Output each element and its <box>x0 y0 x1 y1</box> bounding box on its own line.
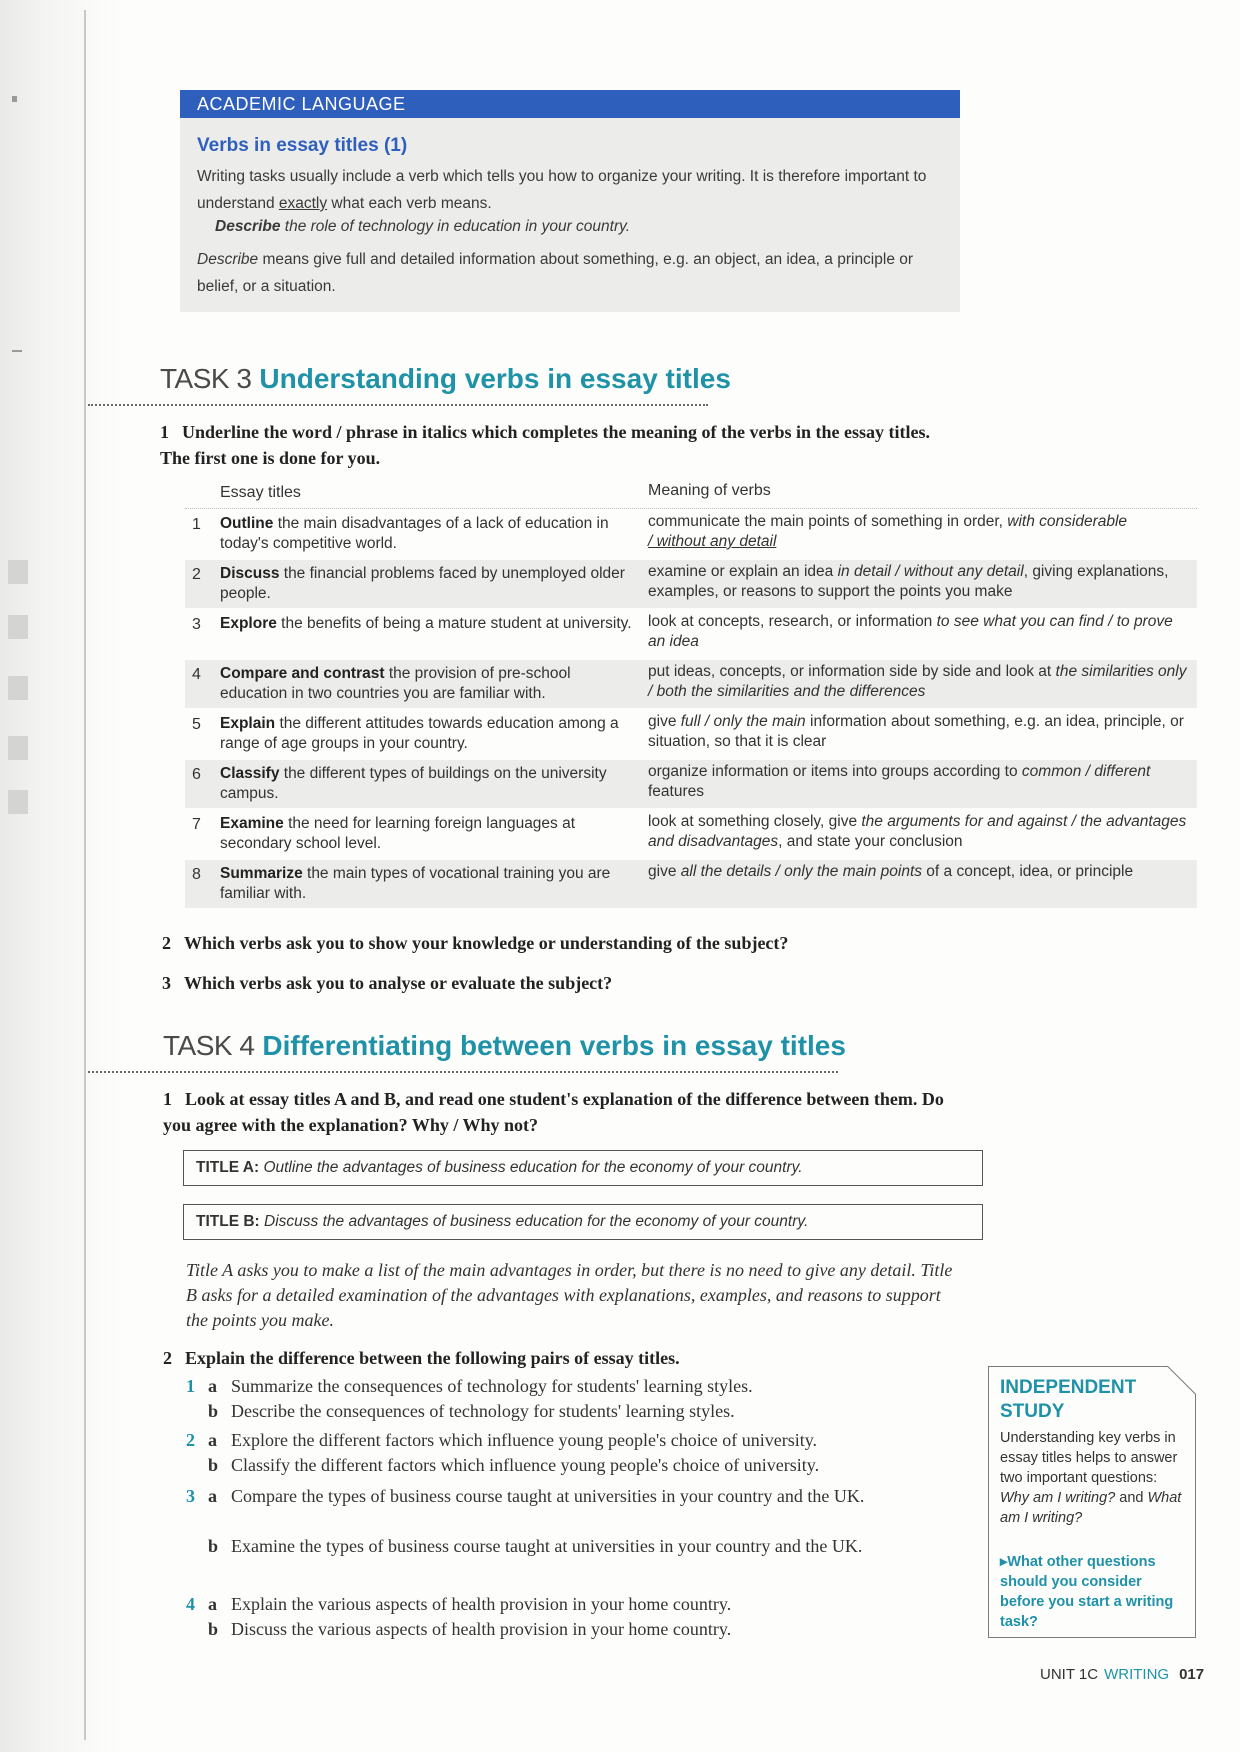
verb-meaning: give all the details / only the main points of a concept, idea, or principle <box>648 863 1134 880</box>
task3-question-3: 3 Which verbs ask you to analyse or evaluate the subject? <box>162 973 613 993</box>
essay-title: Compare and contrast the provision of pre-school education in two countries you are familiar with. <box>220 665 571 702</box>
title-b-box: TITLE B: Discuss the advantages of business education for the economy of your country. <box>183 1204 983 1240</box>
textbook-page: ACADEMIC LANGUAGE Verbs in essay titles (1) Writing tasks usually include a verb which tells you how to organize your writing. It is therefore important to understand exactly what each verb means. Describe the role of technology in education in your country. Describe means give full and detailed information about something, e.g. an object, an idea, a principle or belief, or a situation. TASK 3 Understanding verbs in essay titles 1 Underline the word / phrase in italics which completes the meaning of the verbs in the essay titles. The first one is done for you. Essay titles Meaning of verbs 1 Outline the main disadvantages of a lack of education in today's competitive world. communicate the main points of something in order, with considerable / without any detail 2 Discuss the financial problems faced by unemployed older people. examine or explain an idea in detail / without any detail, giving explanations, examples, or reasons to support the points you make 3 Explore the benefits of being a mature student at university. look at concepts, research, or information to see what you can find / to prove an idea 4 Compare and contrast the provision of pre-school education in two countries you are familiar with. put ideas, concepts, or information side by side and look at the similarities only / both the similarities and the differences 5 Explain the different attitudes towards education among a range of age groups in your country. give full / only the main information about something, e.g. an idea, principle, or situation, so that it is clear 6 Classify the different types of buildings on the university campus. organize information or items into groups according to common / different features 7 Examine the need for learning foreign languages at secondary school level. look at something closely, give the arguments for and against / the advantages and disadvantages, and state your conclusion 8 Summarize the main types of vocational training you are familiar with. give all the details / only the main points of a concept, idea, or principle 2 Which verbs ask you to show your knowledge or understanding of the subject? 3 Which verbs ask you to analyse or evaluate the subject? TASK 4 Differentiating between verbs in essay titles 1 Look at essay titles A and B, and read one student's explanation of the difference between them. Do you agree with the explanation? Why / Why not? TITLE A: Outline the advantages of business education for the economy of your country. TITLE B: Discuss the advantages of business education for the economy of your country. Title A asks you to make a list of the main advantages in order, but there is no need to give any detail. Title B asks for a detailed examination of the advantages with explanations, examples, and reasons to support the points you make. 2 Explain the difference between the following pairs of essay titles. 1 a Summarize the consequences of technology for students' learning styles. b Describe the consequences of technology for students' learning styles. 2 a Explore the different factors which influence young people's choice of university. b Classify the different factors which influence young people's choice of university. 3 a Compare the types of business course taught at universities in your country and the UK. b Examine the types of business course taught at universities in your country and the UK. 4 a Explain the various aspects of health provision in your home country. b Discuss the various aspects of health provision in your home country. INDEPENDENT STUDY Understanding key verbs in essay titles helps to answer two important questions: Why am I writing? and What am I writing? ▸What other questions should you consider before you start a writing task? UNIT 1C WRITING 017 <box>0 0 1240 1752</box>
column-header-essay-titles: Essay titles <box>220 484 301 501</box>
verb-meaning: examine or explain an idea in detail / without any detail, giving explanations, examples, or reasons to support the points you make <box>648 563 1169 600</box>
task3-heading: TASK 3 Understanding verbs in essay titles <box>160 363 731 394</box>
title-a-box: TITLE A: Outline the advantages of business education for the economy of your country. <box>183 1150 983 1186</box>
task4-heading: TASK 4 Differentiating between verbs in essay titles <box>163 1030 846 1061</box>
page-footer: UNIT 1C WRITING 017 <box>1040 1666 1205 1683</box>
table-row: 2 Discuss the financial problems faced by unemployed older people. examine or explain an idea in detail / without any detail, giving explanations, examples, or reasons to support the points you make <box>185 560 1197 608</box>
independent-study-prompt: ▸What other questions should you consider before you start a writing task? <box>1000 1554 1174 1630</box>
essay-title: Explain the different attitudes towards education among a range of age groups in your country. <box>220 715 619 752</box>
academic-language-header: ACADEMIC LANGUAGE <box>180 90 960 118</box>
gutter-line <box>84 10 86 1740</box>
table-row: 5 Explain the different attitudes towards education among a range of age groups in your country. give full / only the main information about something, e.g. an idea, principle, or situation, so that it is clear <box>185 710 1197 758</box>
academic-language-definition: Describe means give full and detailed information about something, e.g. an object, an idea, a principle or belief, or a situation. <box>197 251 914 295</box>
edge-tab <box>8 736 28 760</box>
essay-title: Classify the different types of buildings on the university campus. <box>220 765 607 802</box>
essay-title: Outline the main disadvantages of a lack of education in today's competitive world. <box>220 515 609 552</box>
column-header-meaning: Meaning of verbs <box>648 482 771 499</box>
edge-mark <box>12 96 17 102</box>
task3-question-2: 2 Which verbs ask you to show your knowledge or understanding of the subject? <box>162 933 789 953</box>
task3-question-1: 1 Underline the word / phrase in italics which completes the meaning of the verbs in the essay titles. The first one is done for you. <box>160 422 930 468</box>
row-separator <box>185 508 1197 509</box>
table-row: 3 Explore the benefits of being a mature student at university. look at concepts, research, or information to see what you can find / to prove an idea <box>185 610 1197 658</box>
verb-meaning: put ideas, concepts, or information side by side and look at the similarities only / both the similarities and the differences <box>648 663 1187 700</box>
academic-language-subtitle: Verbs in essay titles (1) <box>197 135 408 156</box>
table-row: 8 Summarize the main types of vocational training you are familiar with. give all the details / only the main points of a concept, idea, or principle <box>185 860 1197 908</box>
essay-title: Summarize the main types of vocational training you are familiar with. <box>220 865 611 902</box>
student-explanation: Title A asks you to make a list of the main advantages in order, but there is no need to give any detail. Title B asks for a detailed examination of the advantages with explanations, examples, and reasons to support the points you make. <box>186 1260 953 1330</box>
task3-dotted-rule <box>88 404 708 406</box>
verb-meaning: organize information or items into groups according to common / different features <box>648 763 1151 800</box>
table-row: 7 Examine the need for learning foreign languages at secondary school level. look at something closely, give the arguments for and against / the advantages and disadvantages, and state your conclusion <box>185 810 1197 858</box>
independent-study-text: Understanding key verbs in essay titles helps to answer two important questions: Why am I writing? and What am I writing? <box>1000 1430 1182 1526</box>
arrow-right-icon: ▸ <box>1000 1554 1008 1570</box>
verb-meaning: give full / only the main information about something, e.g. an idea, principle, or situation, so that it is clear <box>648 713 1184 750</box>
academic-language-example: Describe the role of technology in education in your country. <box>215 218 631 235</box>
corner-fold <box>1168 1364 1198 1394</box>
edge-tab <box>8 676 28 700</box>
essay-title: Examine the need for learning foreign languages at secondary school level. <box>220 815 576 852</box>
edge-tab <box>8 790 28 814</box>
independent-study-heading: INDEPENDENT STUDY <box>1000 1377 1137 1422</box>
essay-title: Explore the benefits of being a mature student at university. <box>220 615 632 632</box>
table-row: 6 Classify the different types of buildings on the university campus. organize information or items into groups according to common / different features <box>185 760 1197 808</box>
edge-mark <box>12 350 22 352</box>
edge-tab <box>8 615 28 639</box>
task4-question-1: 1 Look at essay titles A and B, and read one student's explanation of the difference between them. Do you agree with the explanation? Why / Why not? <box>163 1089 944 1135</box>
task4-dotted-rule <box>88 1071 838 1073</box>
verb-meaning: look at something closely, give the arguments for and against / the advantages and disadvantages, and state your conclusion <box>648 813 1187 850</box>
page-gutter <box>0 0 120 1752</box>
verb-meaning: look at concepts, research, or information to see what you can find / to prove an idea <box>648 613 1173 650</box>
table-row: 4 Compare and contrast the provision of pre-school education in two countries you are familiar with. put ideas, concepts, or information side by side and look at the similarities only / both the similarities and the differences <box>185 660 1197 708</box>
verb-meaning: communicate the main points of something in order, with considerable / without any detail <box>648 513 1128 550</box>
table-row: 1 Outline the main disadvantages of a lack of education in today's competitive world. communicate the main points of something in order, with considerable / without any detail <box>185 510 1197 558</box>
task4-question-2: 2 Explain the difference between the following pairs of essay titles. <box>163 1348 680 1368</box>
edge-tab <box>8 560 28 584</box>
academic-language-text: Writing tasks usually include a verb which tells you how to organize your writing. It is therefore important to understand exactly what each verb means. <box>197 168 927 212</box>
essay-title: Discuss the financial problems faced by unemployed older people. <box>220 565 625 602</box>
